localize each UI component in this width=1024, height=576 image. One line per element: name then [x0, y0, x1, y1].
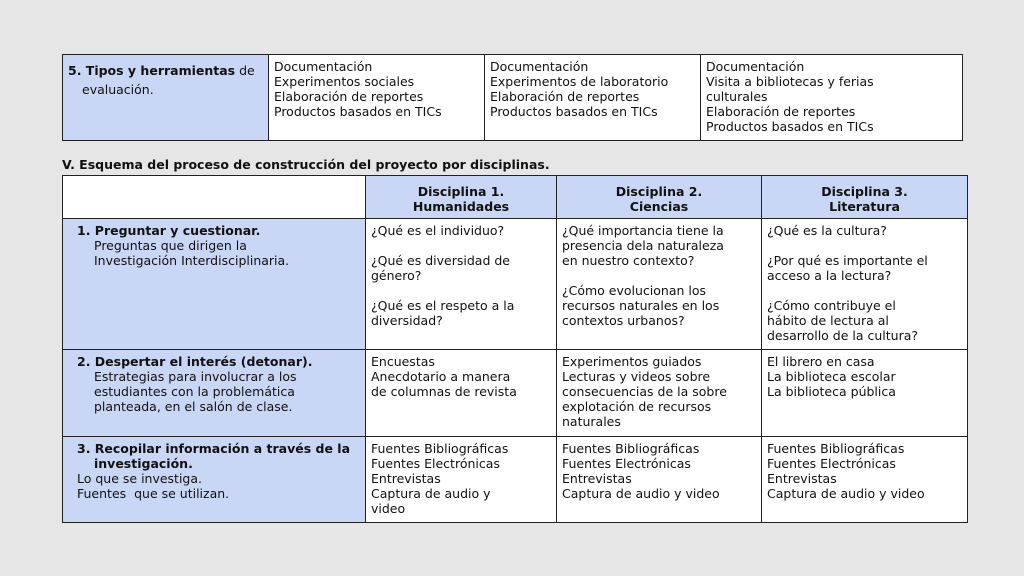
header-discipline-3 [762, 176, 968, 219]
row-1-label [63, 219, 366, 350]
cell-line: ¿Qué es el individuo? [371, 223, 505, 238]
header-line: Literatura [829, 199, 900, 214]
cell-line: ¿Cómo evolucionan los [562, 283, 707, 298]
evaluation-item: culturales [706, 89, 768, 104]
row-desc: Fuentes que se utilizan. [77, 486, 230, 501]
cell-line: ¿Qué importancia tiene la [562, 223, 724, 238]
row-3-cell-1 [366, 437, 557, 523]
row-1-cell-1 [366, 219, 557, 350]
cell-line: contextos urbanos? [562, 313, 685, 328]
cell-line: ¿Qué es la cultura? [767, 223, 887, 238]
cell-line: ¿Por qué es importante el [767, 253, 928, 268]
row-2-cell-1 [366, 350, 557, 437]
row-desc: Preguntas que dirigen la [94, 238, 247, 253]
cell-line: Fuentes Bibliográficas [562, 441, 700, 456]
cell-line: Experimentos guiados [562, 354, 702, 369]
evaluation-item: Documentación [274, 59, 373, 74]
cell-line: Anecdotario a manera [371, 369, 511, 384]
cell-line: Encuestas [371, 354, 435, 369]
evaluation-item: Documentación [490, 59, 589, 74]
row-2-cell-3 [762, 350, 968, 437]
evaluation-item: Elaboración de reportes [274, 89, 424, 104]
row-desc: Lo que se investiga. [77, 471, 202, 486]
cell-line: acceso a la lectura? [767, 268, 892, 283]
cell-line: video [371, 501, 406, 516]
header-discipline-2 [557, 176, 762, 219]
cell-line: Lecturas y videos sobre [562, 369, 711, 384]
cell-line: en nuestro contexto? [562, 253, 695, 268]
row-desc: Investigación Interdisciplinaria. [94, 253, 290, 268]
row-desc: Estrategias para involucrar a los [94, 369, 297, 384]
evaluation-item: Visita a bibliotecas y ferias [706, 74, 874, 89]
row-title-cont: investigación. [94, 456, 193, 471]
row-3-cell-3 [762, 437, 968, 523]
row-3-label [63, 437, 366, 523]
cell-line: Entrevistas [562, 471, 632, 486]
evaluation-col2-cell [485, 55, 701, 141]
cell-line: recursos naturales en los [562, 298, 720, 313]
evaluation-item: Experimentos sociales [274, 74, 415, 89]
header-line: Disciplina 3. [821, 184, 908, 199]
row-1-cell-2 [557, 219, 762, 350]
row-2-cell-2 [557, 350, 762, 437]
cell-line: Captura de audio y video [767, 486, 925, 501]
cell-line: Fuentes Electrónicas [767, 456, 896, 471]
cell-line: de columnas de revista [371, 384, 517, 399]
cell-line: ¿Cómo contribuye el [767, 298, 896, 313]
evaluation-item: Elaboración de reportes [706, 104, 856, 119]
disciplines-table [62, 175, 968, 523]
cell-line: diversidad? [371, 313, 443, 328]
cell-line: Fuentes Electrónicas [371, 456, 500, 471]
evaluation-item: Productos basados en TICs [490, 104, 658, 119]
cell-line: explotación de recursos [562, 399, 712, 414]
cell-line: La biblioteca pública [767, 384, 896, 399]
cell-line: Entrevistas [371, 471, 441, 486]
evaluation-item: Productos basados en TICs [274, 104, 442, 119]
header-empty-cell [63, 176, 366, 219]
cell-line: La biblioteca escolar [767, 369, 896, 384]
evaluation-col1-cell [269, 55, 485, 141]
evaluation-item: Elaboración de reportes [490, 89, 640, 104]
cell-line: ¿Qué es diversidad de [371, 253, 510, 268]
cell-line: presencia dela naturaleza [562, 238, 724, 253]
evaluation-label-rest: de [235, 63, 255, 78]
evaluation-item: Experimentos de laboratorio [490, 74, 669, 89]
evaluation-row-label [63, 55, 269, 141]
cell-line: ¿Qué es el respeto a la [371, 298, 515, 313]
cell-line: naturales [562, 414, 621, 429]
cell-line: Fuentes Bibliográficas [371, 441, 509, 456]
evaluation-table [62, 54, 963, 141]
header-line: Disciplina 2. [615, 184, 703, 199]
cell-line: consecuencias de la sobre [562, 384, 727, 399]
row-1-cell-3 [762, 219, 968, 350]
row-desc: estudiantes con la problemática [94, 384, 295, 399]
header-line: Disciplina 1. [417, 184, 505, 199]
cell-line: desarrollo de la cultura? [767, 328, 919, 343]
evaluation-col3-cell [701, 55, 963, 141]
cell-line: Fuentes Electrónicas [562, 456, 691, 471]
cell-line: El librero en casa [767, 354, 875, 369]
header-line: Ciencias [629, 199, 689, 214]
evaluation-label-bold: 5. Tipos y herramientas [68, 63, 236, 78]
cell-line: Entrevistas [767, 471, 837, 486]
cell-line: Captura de audio y [371, 486, 491, 501]
cell-line: hábito de lectura al [767, 313, 889, 328]
row-desc: planteada, en el salón de clase. [94, 399, 293, 414]
header-discipline-1 [366, 176, 557, 219]
evaluation-label-line2: evaluación. [82, 82, 154, 97]
row-3-cell-2 [557, 437, 762, 523]
section-title: V. Esquema del proceso de construcción del proyecto por disciplinas. [62, 157, 550, 172]
row-title: 2. Despertar el interés (detonar). [77, 354, 313, 369]
row-title: 3. Recopilar información a través de la [77, 441, 351, 456]
cell-line: Fuentes Bibliográficas [767, 441, 905, 456]
evaluation-item: Documentación [706, 59, 805, 74]
row-title: 1. Preguntar y cuestionar. [77, 223, 261, 238]
cell-line: Captura de audio y video [562, 486, 720, 501]
row-2-label [63, 350, 366, 437]
cell-line: género? [371, 268, 422, 283]
header-line: Humanidades [412, 199, 510, 214]
evaluation-item: Productos basados en TICs [706, 119, 874, 134]
